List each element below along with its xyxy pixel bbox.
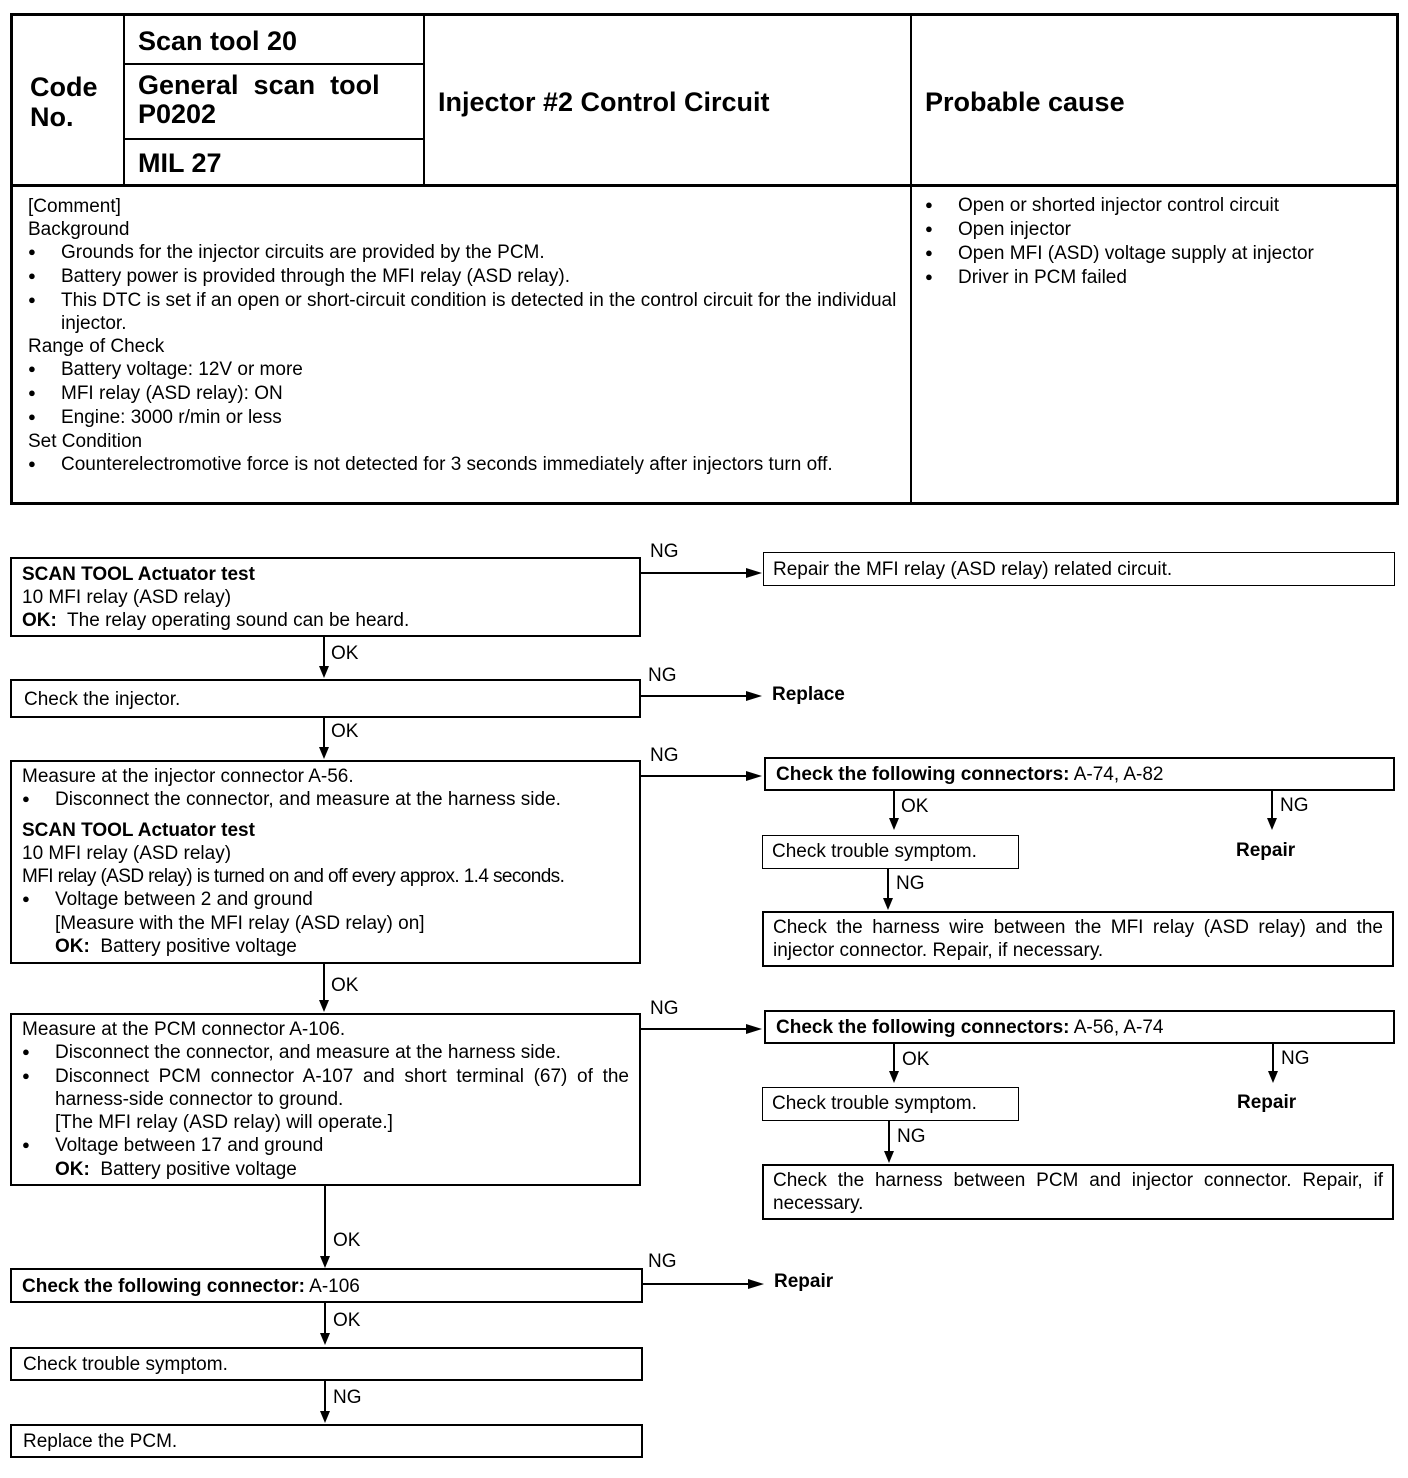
ok-label: OK: bbox=[55, 936, 90, 957]
connector-ids: A-56, A-74 bbox=[1073, 1017, 1164, 1038]
ok-label: OK: bbox=[55, 1159, 90, 1180]
ng-connector bbox=[643, 1283, 751, 1285]
step3-bullet-text: Disconnect the connector, and measure at the harness side. bbox=[55, 789, 561, 810]
ok-label: OK bbox=[331, 721, 359, 742]
connector-id: A-106 bbox=[309, 1276, 360, 1297]
comment-section bbox=[28, 195, 898, 477]
arrow-down-icon bbox=[320, 1256, 330, 1268]
arrow-down-icon bbox=[883, 898, 893, 910]
probable-cause-text: Driver in PCM failed bbox=[958, 267, 1127, 288]
range-item-text: Engine: 3000 r/min or less bbox=[61, 407, 282, 428]
ng-label: NG bbox=[650, 998, 679, 1019]
ng-connector bbox=[324, 1381, 326, 1413]
step4-bullet bbox=[22, 1041, 629, 1065]
bullet-icon bbox=[28, 289, 61, 335]
dtc-title: Injector #2 Control Circuit bbox=[438, 87, 770, 117]
divider bbox=[123, 138, 423, 140]
step2-ng-result: Replace bbox=[772, 684, 845, 705]
ng-connector bbox=[887, 869, 889, 901]
range-item bbox=[28, 382, 898, 406]
step7-replace-pcm-box: Replace the PCM. bbox=[10, 1424, 643, 1458]
set-condition-item-text: Counterelectromotive force is not detected for 3 seconds immediately after injectors turn off. bbox=[61, 454, 833, 475]
arrow-right-icon bbox=[746, 771, 762, 781]
scan-tool-code: Scan tool 20 bbox=[138, 26, 298, 56]
check-connector-label: Check the following connector: bbox=[22, 1276, 305, 1297]
step4-pcm-connector-box bbox=[10, 1013, 641, 1186]
ng-label: NG bbox=[1281, 1048, 1310, 1069]
dtc-header-table bbox=[10, 13, 1399, 505]
ng-label: NG bbox=[1280, 795, 1309, 816]
ng-label: NG bbox=[333, 1387, 362, 1408]
probable-cause-list bbox=[925, 194, 1390, 290]
probable-cause-text: Open injector bbox=[958, 219, 1072, 240]
bullet-icon bbox=[22, 1134, 55, 1158]
step3-title: SCAN TOOL Actuator test bbox=[22, 820, 255, 841]
bullet-icon bbox=[22, 1065, 55, 1111]
ng-connector bbox=[1271, 791, 1273, 821]
general-scan-tool-value: P0202 bbox=[138, 99, 217, 129]
step3-bullet-text: Voltage between 2 and ground bbox=[55, 889, 313, 910]
connector-ids: A-74, A-82 bbox=[1073, 764, 1164, 785]
arrow-down-icon bbox=[319, 666, 329, 678]
step4-check-symptom-box: Check trouble symptom. bbox=[762, 1087, 1019, 1121]
code-no-label bbox=[30, 72, 98, 132]
range-heading: Range of Check bbox=[28, 336, 165, 357]
step3-check-symptom-box: Check trouble symptom. bbox=[762, 835, 1019, 869]
arrow-right-icon bbox=[746, 691, 762, 701]
bullet-icon bbox=[22, 1041, 55, 1065]
ok-label: OK bbox=[902, 1049, 930, 1070]
ng-label: NG bbox=[650, 541, 679, 562]
ok-connector bbox=[323, 718, 325, 750]
bullet-icon bbox=[925, 242, 958, 266]
step6-check-symptom-box: Check trouble symptom. bbox=[10, 1347, 643, 1381]
ok-label: OK: bbox=[22, 610, 57, 631]
step4-bullet-text: Voltage between 17 and ground bbox=[55, 1135, 324, 1156]
probable-cause-item bbox=[925, 218, 1390, 242]
ng-connector bbox=[1272, 1044, 1274, 1074]
arrow-right-icon bbox=[748, 1279, 764, 1289]
step4-check-connectors-box bbox=[764, 1010, 1395, 1044]
ng-connector bbox=[641, 572, 749, 574]
bullet-icon bbox=[28, 358, 61, 382]
background-item bbox=[28, 289, 898, 335]
step5-ng-result: Repair bbox=[774, 1271, 834, 1292]
ng-connector bbox=[888, 1121, 890, 1154]
general-scan-tool-label: General scan tool bbox=[138, 70, 380, 100]
step1-relay: 10 MFI relay (ASD relay) bbox=[22, 587, 232, 608]
probable-cause-text: Open or shorted injector control circuit bbox=[958, 195, 1280, 216]
bullet-icon bbox=[925, 266, 958, 290]
bullet-icon bbox=[22, 888, 55, 912]
ok-label: OK bbox=[901, 796, 929, 817]
ok-connector bbox=[893, 1044, 895, 1074]
step4-ok-criterion bbox=[22, 1158, 629, 1181]
arrow-down-icon bbox=[884, 1151, 894, 1163]
step4-bullet-note: [The MFI relay (ASD relay) will operate.] bbox=[55, 1112, 393, 1133]
code-no-line1: Code bbox=[30, 72, 98, 102]
ok-label: OK bbox=[333, 1310, 361, 1331]
background-item-text: Grounds for the injector circuits are provided by the PCM. bbox=[61, 242, 545, 263]
step4-bullet bbox=[22, 1065, 629, 1111]
step3-relay: 10 MFI relay (ASD relay) bbox=[22, 843, 232, 864]
divider bbox=[13, 184, 1397, 187]
bullet-icon bbox=[28, 241, 61, 265]
divider bbox=[910, 16, 912, 503]
arrow-down-icon bbox=[319, 1000, 329, 1012]
arrow-right-icon bbox=[746, 568, 762, 578]
arrow-down-icon bbox=[889, 1071, 899, 1083]
arrow-down-icon bbox=[1268, 1071, 1278, 1083]
ok-connector bbox=[324, 1303, 326, 1335]
ok-text: Battery positive voltage bbox=[100, 1159, 297, 1180]
probable-cause-item bbox=[925, 242, 1390, 266]
ng-label: NG bbox=[897, 1126, 926, 1147]
divider bbox=[123, 63, 423, 65]
range-item-text: MFI relay (ASD relay): ON bbox=[61, 383, 283, 404]
step5-check-connector-box bbox=[10, 1268, 643, 1303]
set-condition-heading: Set Condition bbox=[28, 431, 143, 452]
step3-check-connectors-box bbox=[764, 757, 1395, 791]
ok-connector bbox=[323, 964, 325, 1002]
step3-ok-criterion bbox=[22, 935, 629, 958]
step4-repair-result: Repair bbox=[1237, 1092, 1297, 1113]
comment-heading: [Comment] bbox=[28, 196, 121, 217]
probable-cause-text: Open MFI (ASD) voltage supply at injector bbox=[958, 243, 1314, 264]
bullet-icon bbox=[925, 218, 958, 242]
background-item-text: Battery power is provided through the MFI relay (ASD relay). bbox=[61, 266, 570, 287]
arrow-down-icon bbox=[320, 1333, 330, 1345]
step3-harness-check-box: Check the harness wire between the MFI relay (ASD relay) and the injector connector. Repair, if necessary. bbox=[762, 911, 1394, 967]
step3-repair-result: Repair bbox=[1236, 840, 1296, 861]
ng-label: NG bbox=[650, 745, 679, 766]
step1-actuator-test-box bbox=[10, 557, 641, 637]
ok-label: OK bbox=[331, 643, 359, 664]
arrow-down-icon bbox=[319, 747, 329, 759]
background-item-text: This DTC is set if an open or short-circuit condition is detected in the control circuit for the individual injector. bbox=[61, 290, 897, 334]
step1-ng-result-box: Repair the MFI relay (ASD relay) related circuit. bbox=[763, 552, 1395, 586]
set-condition-item bbox=[28, 453, 898, 477]
divider bbox=[423, 16, 425, 186]
probable-cause-title: Probable cause bbox=[925, 87, 1125, 117]
bullet-icon bbox=[22, 788, 55, 812]
probable-cause-item bbox=[925, 266, 1390, 290]
step3-line1: Measure at the injector connector A-56. bbox=[22, 766, 354, 787]
mil-code: MIL 27 bbox=[138, 148, 222, 178]
divider bbox=[123, 16, 125, 186]
check-connectors-label: Check the following connectors: bbox=[776, 764, 1070, 785]
step4-bullet bbox=[22, 1134, 629, 1158]
bullet-icon bbox=[28, 406, 61, 430]
code-no-line2: No. bbox=[30, 102, 74, 132]
step4-bullet-text: Disconnect the connector, and measure at the harness side. bbox=[55, 1042, 561, 1063]
arrow-down-icon bbox=[1267, 818, 1277, 830]
step4-line1: Measure at the PCM connector A-106. bbox=[22, 1019, 346, 1040]
arrow-right-icon bbox=[746, 1024, 762, 1034]
bullet-icon bbox=[925, 194, 958, 218]
ok-connector bbox=[893, 791, 895, 821]
bullet-icon bbox=[28, 453, 61, 477]
ng-label: NG bbox=[648, 1251, 677, 1272]
step3-bullet bbox=[22, 888, 629, 912]
ok-connector bbox=[323, 637, 325, 669]
ng-label: NG bbox=[896, 873, 925, 894]
check-connectors-label: Check the following connectors: bbox=[776, 1017, 1070, 1038]
general-scan-tool-code bbox=[138, 71, 408, 129]
background-item bbox=[28, 265, 898, 289]
range-item bbox=[28, 358, 898, 382]
background-item bbox=[28, 241, 898, 265]
step3-bullet bbox=[22, 788, 629, 812]
step4-harness-check-box: Check the harness between PCM and injector connector. Repair, if necessary. bbox=[762, 1164, 1394, 1220]
step3-injector-connector-box bbox=[10, 760, 641, 964]
ok-text: Battery positive voltage bbox=[100, 936, 297, 957]
ng-connector bbox=[641, 695, 749, 697]
step2-check-injector-box: Check the injector. bbox=[10, 679, 641, 718]
probable-cause-item bbox=[925, 194, 1390, 218]
ng-connector bbox=[641, 775, 749, 777]
arrow-down-icon bbox=[889, 818, 899, 830]
step3-relay-cycle: MFI relay (ASD relay) is turned on and off every approx. 1.4 seconds. bbox=[22, 866, 565, 887]
range-item-text: Battery voltage: 12V or more bbox=[61, 359, 303, 380]
bullet-icon bbox=[28, 265, 61, 289]
step1-title: SCAN TOOL Actuator test bbox=[22, 564, 255, 585]
step4-bullet-text: Disconnect PCM connector A-107 and short terminal (67) of the harness-side connector to ground. bbox=[55, 1066, 629, 1110]
ok-label: OK bbox=[333, 1230, 361, 1251]
bullet-icon bbox=[28, 382, 61, 406]
ng-label: NG bbox=[648, 665, 677, 686]
ng-connector bbox=[641, 1028, 749, 1030]
step1-ok-criterion bbox=[22, 609, 629, 632]
arrow-down-icon bbox=[320, 1411, 330, 1423]
step3-bullet-note: [Measure with the MFI relay (ASD relay) on] bbox=[55, 913, 425, 934]
ok-text: The relay operating sound can be heard. bbox=[67, 610, 410, 631]
ok-connector bbox=[324, 1186, 326, 1258]
ok-label: OK bbox=[331, 975, 359, 996]
background-heading: Background bbox=[28, 219, 130, 240]
range-item bbox=[28, 406, 898, 430]
